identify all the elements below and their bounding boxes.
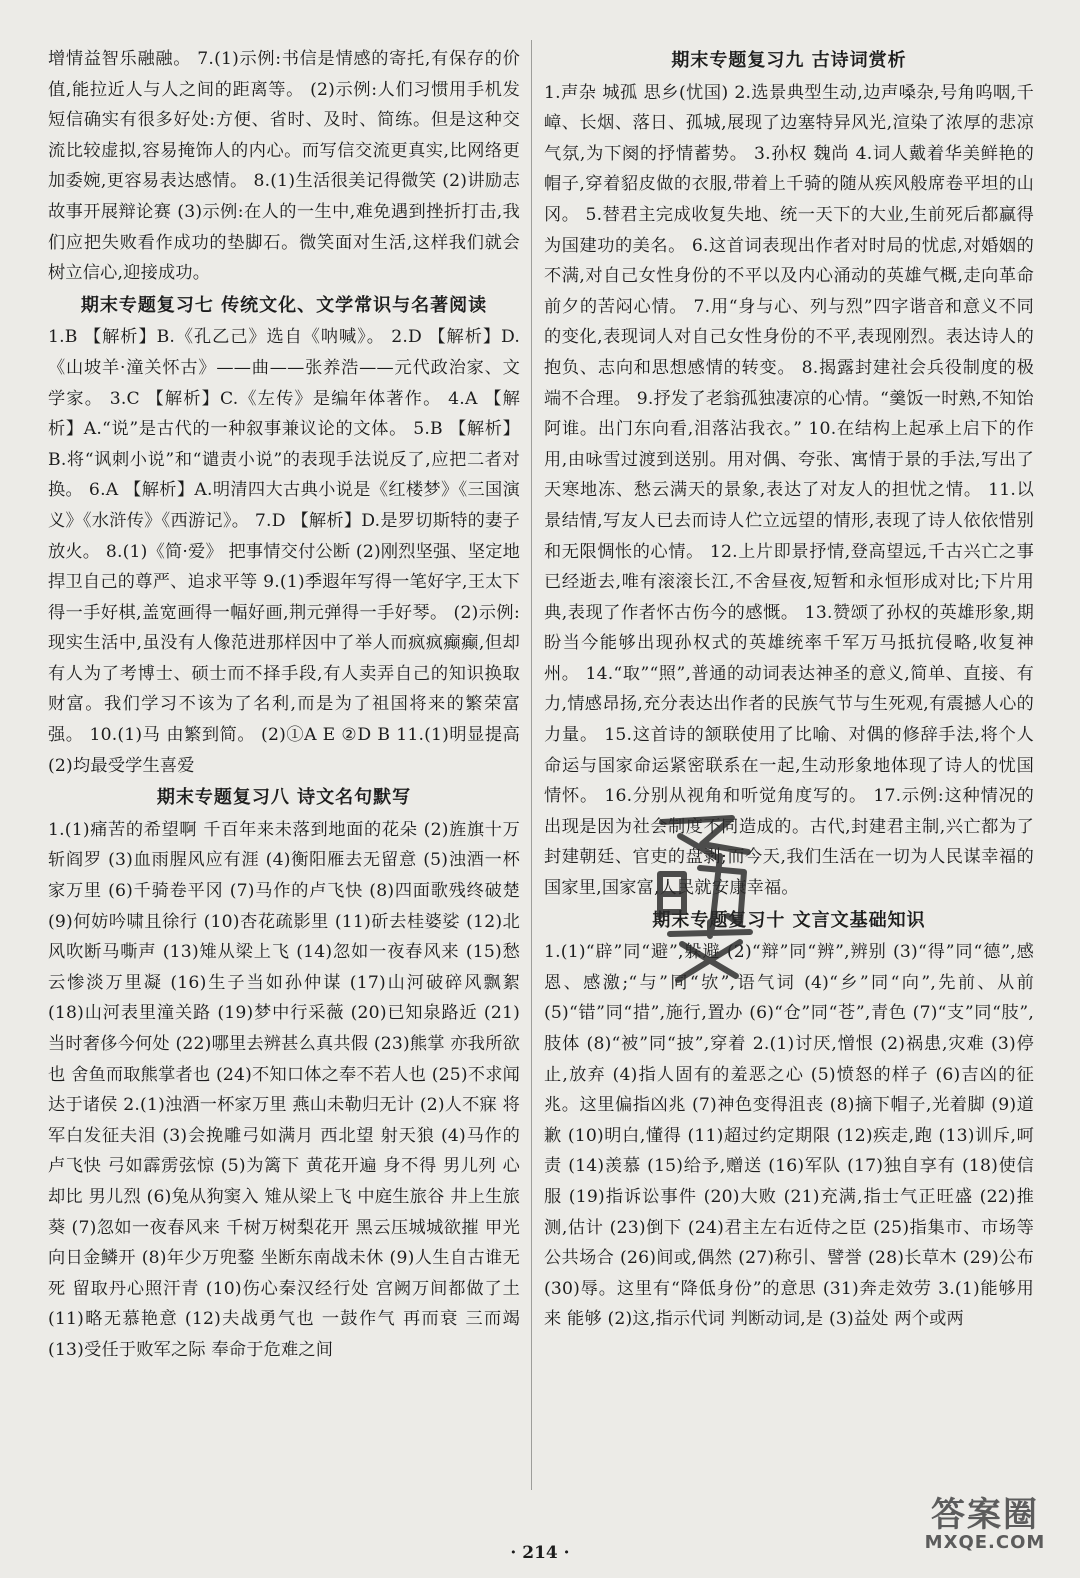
watermark-logo — [910, 1495, 1060, 1553]
right-column — [544, 44, 1034, 1534]
watermark-main: 答案圈 — [931, 1495, 1039, 1535]
section-title: 期末专题复习八 诗文名句默写 — [156, 787, 412, 809]
section-title: 期末专题复习七 传统文化、文学常识与名著阅读 — [80, 294, 488, 316]
section-title: 期末专题复习九 古诗词赏析 — [671, 50, 907, 71]
answer-paragraph: 1.(1)痛苦的希望啊 千百年来未落到地面的花朵 (2)旌旗十万斩阎罗 (3)血雨腥风应有涯 (4)衡阳雁去无留意 (5)浊酒一杯家万里 (6)千骑卷平冈 (7)马作的卢飞快 (8)四面歌残终破楚 (9)何妨吟啸且徐行 (10)杏花疏影里 (11)斫去桂婆娑 (12)北风吹断马嘶声 (13)雉从梁上飞 (14)忽如一夜春风来 (15)愁云惨淡万里凝 (16)生子当如孙仲谋 (17)山河破碎风飘絮 (18)山河表里潼关路 (19)梦中行采薇 (20)已知泉路近 (21)当时奢侈今何处 (22)哪里去辨甚么真共假 (23)熊掌 亦我所欲也 舍鱼而取熊掌者也 (24)不知口体之奉不若人也 (25)不求闻达于诸侯 2.(1)浊酒一杯家万里 燕山未勒归无计 (2)人不寐 将军白发征夫泪 (3)会挽雕弓如满月 西北望 射天狼 (4)马作的卢飞快 弓如霹雳弦惊 (5)为篱下 黄花开遍 身不得 男儿列 心却比 男儿烈 (6)兔从狗窦入 雉从梁上飞 中庭生旅谷 井上生旅葵 (7)忽如一夜春风来 千树万树梨花开 黑云压城城欲摧 甲光向日金鳞开 (8)年少万兜鍪 坐断东南战未休 (9)人生自古谁无死 留取丹心照汗青 (10)伤心秦汉经行处 宫阙万间都做了土 (11)略无慕艳意 (12)夫战勇气也 一鼓作气 再而衰 三而竭 (13)受任于败军之际 奉命于危难之间 — [48, 819, 520, 1360]
answer-paragraph: 1.(1)“辟”同“避”,躲避 (2)“辩”同“辨”,辨别 (3)“得”同“德”,感恩、感激;“与”同“欤”,语气词 (4)“乡”同“向”,先前、从前 (5)“错”同“措”,施行,置办 (6)“仓”同“苍”,青色 (7)“支”同“肢”,肢体 (8)“被”同“披”,穿着 2.(1)讨厌,憎恨 (2)祸患,灾难 (3)停止,放弃 (4)指人固有的羞恶之心 (5)愤怒的样子 (6)吉凶的征兆。这里偏指凶兆 (7)神色变得沮丧 (8)摘下帽子,光着脚 (9)道歉 (10)明白,懂得 (11)超过约定期限 (12)疾走,跑 (13)训斥,呵责 (14)羡慕 (15)给予,赠送 (16)军队 (17)独自享有 (18)使信服 (19)指诉讼事件 (20)大败 (21)充满,指士气正旺盛 (22)推测,估计 (23)倒下 (24)君主左右近侍之臣 (25)指集市、市场等公共场合 (26)间或,偶然 (27)称引、譬誉 (28)长草木 (29)公布 (30)辱。这里有“降低身份”的意思 (31)奔走效劳 3.(1)能够用来 能够 (2)这,指示代词 判断动词,是 (3)益处 两个或两 — [544, 942, 1034, 1330]
watermark-sub: MXQE.COM — [924, 1531, 1046, 1553]
section-title: 期末专题复习十 文言文基础知识 — [652, 909, 926, 931]
answer-paragraph: 1.声杂 城孤 思乡(忧国) 2.选景典型生动,边声嗓杂,号角呜咽,千嶂、长烟、落日、孤城,展现了边塞特异风光,渲染了浓厚的悲凉气氛,为下阕的抒情蓄势。 3.孙权 魏尚 4.词人戴着华美鲜艳的帽子,穿着貂皮做的衣服,带着上千骑的随从疾风般席卷平坦的山冈。 5.替君主完成收复失地、统一天下的大业,生前死后都赢得为国建功的美名。 6.这首词表现出作者对时局的忧虑,对婚姻的不满,对自己女性身份的不平以及内心涌动的英雄气概,走向革命前夕的苦闷心情。 7.用“身与心、列与烈”四字谐音和意义不同的变化,表现词人对自己女性身份的不平,表现刚烈。表达诗人的抱负、志向和思想感情的转变。 8.揭露封建社会兵役制度的极端不合理。 9.抒发了老翁孤独凄凉的心情。“羹饭一时熟,不知饴阿谁。出门东向看,泪落沾我衣。” 10.在结构上起承上启下的作用,由咏雪过渡到送别。用对偶、夸张、寓情于景的手法,写出了天寒地冻、愁云满天的景象,表达了对友人的担忧之情。 11.以景结情,写友人已去而诗人伫立远望的情形,表现了诗人依依惜别和无限惆怅的心情。 12.上片即景抒情,登高望远,千古兴亡之事已经逝去,唯有滚滚长江,不舍昼夜,短暂和永恒形成对比;下片用典,表现了作者怀古伤今的感慨。 13.赞颂了孙权的英雄形象,期盼当今能够出现孙权式的英雄统率千军万马抵抗侵略,收复神州。 14.“取”“照”,普通的动词表达神圣的意义,简单、直接、有力,情感昂扬,充分表达出作者的民族气节与生死观,有震撼人心的力量。 15.这首诗的颔联使用了比喻、对偶的修辞手法,将个人命运与国家命运紧密联系在一起,生动形象地体现了诗人的忧国情怀。 16.分别从视角和听觉角度写的。 17.示例:这种情况的出现是因为社会制度不同造成的。古代,封建君主制,兴亡都为了封建朝廷、官吏的盘剥;而今天,我们生活在一切为人民谋幸福的国家里,国家富,人民就安康幸福。 — [544, 82, 1034, 899]
left-column — [48, 44, 520, 1534]
answer-paragraph: 增情益智乐融融。 7.(1)示例:书信是情感的寄托,有保存的价值,能拉近人与人之间的距离等。 (2)示例:人们习惯用手机发短信确实有很多好处:方便、省时、及时、简练。但是这种交流比较虚拟,容易掩饰人的内心。而写信交流更真实,比网络更加委婉,更容易表达感情。 8.(1)生活很美记得微笑 (2)讲励志故事开展辩论赛 (3)示例:在人的一生中,难免遇到挫折打击,我们应把失败看作成功的垫脚石。微笑面对生活,这样我们就会树立信心,迎接成功。 — [48, 49, 520, 284]
column-divider — [531, 40, 532, 1490]
page-number: · 214 · — [510, 1543, 570, 1563]
answer-paragraph: 1.B 【解析】B.《孔乙己》选自《呐喊》。 2.D 【解析】D.《山坡羊·潼关怀古》——曲——张养浩——元代政治家、文学家。 3.C 【解析】C.《左传》是编年体著作。 4.A 【解析】A.“说”是古代的一种叙事兼议论的文体。 5.B 【解析】B.将“讽刺小说”和“谴责小说”的表现手法说反了,应把二者对换。 6.A 【解析】A.明清四大古典小说是《红楼梦》《三国演义》《水浒传》《西游记》。 7.D 【解析】D.是罗切斯特的妻子放火。 8.(1)《简·爱》 把事情交付公断 (2)刚烈坚强、坚定地捍卫自己的尊严、追求平等 9.(1)季遐年写得一笔好字,王太下得一手好棋,盖宽画得一幅好画,荆元弹得一手好琴。 (2)示例:现实生活中,虽没有人像范进那样因中了举人而疯疯癫癫,但却有人为了考博士、硕士而不择手段,有人卖弄自己的知识换取财富。我们学习不该为了名利,而是为了祖国将来的繁荣富强。 10.(1)马 由繁到简。 (2)①A E ②D B 11.(1)明显提高 (2)均最受学生喜爱 — [48, 327, 520, 776]
